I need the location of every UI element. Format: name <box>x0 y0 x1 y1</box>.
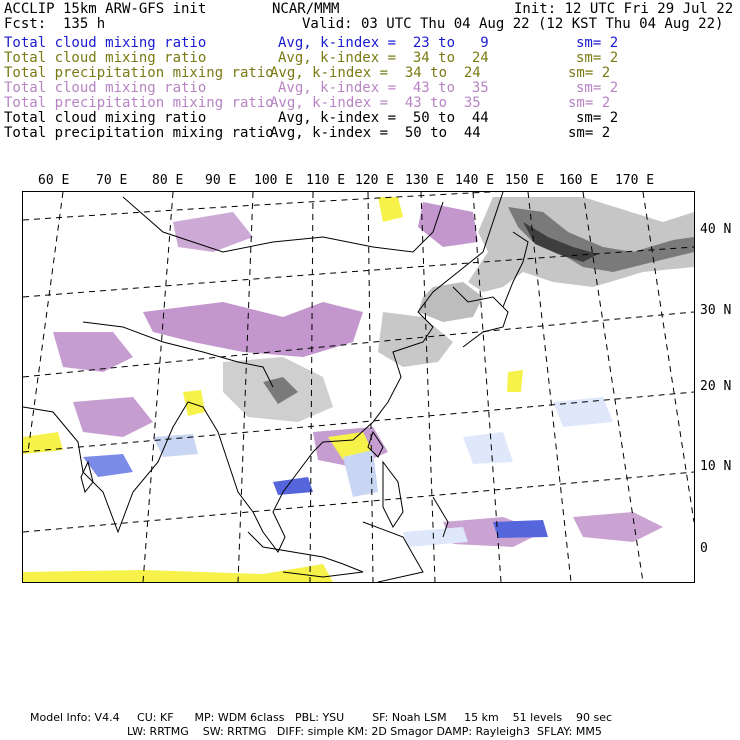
field-sm: sm= 2 <box>576 110 619 126</box>
physics-info: LW: RRTMG SW: RRTMG DIFF: simple KM: 2D Smagor DAMP: Rayleigh3 SFLAY: MM5 <box>127 725 602 738</box>
field-name: Total cloud mixing ratio <box>4 110 207 126</box>
lon-label: 130 E <box>405 173 445 188</box>
lon-label: 170 E <box>615 173 655 188</box>
org-label: NCAR/MMM <box>272 1 340 17</box>
field-name: Total precipitation mixing ratio <box>4 95 274 111</box>
field-sm: sm= 2 <box>576 80 619 96</box>
field-avg: Avg, k-index = 50 to 44 <box>270 125 481 141</box>
model-title: ACCLIP 15km ARW-GFS init <box>4 1 207 17</box>
lat-label: 30 N <box>700 303 732 318</box>
lat-label: 0 <box>700 541 708 556</box>
field-avg: Avg, k-index = 43 to 35 <box>270 95 481 111</box>
field-name: Total precipitation mixing ratio <box>4 125 274 141</box>
field-avg: Avg, k-index = 34 to 24 <box>270 65 481 81</box>
field-name: Total cloud mixing ratio <box>4 80 207 96</box>
field-name: Total precipitation mixing ratio <box>4 65 274 81</box>
lon-label: 150 E <box>505 173 545 188</box>
lat-label: 10 N <box>700 459 732 474</box>
lon-label: 160 E <box>559 173 599 188</box>
field-avg: Avg, k-index = 34 to 24 <box>278 50 489 66</box>
field-name: Total cloud mixing ratio <box>4 50 207 66</box>
lon-label: 80 E <box>152 173 184 188</box>
lon-label: 120 E <box>355 173 395 188</box>
forecast-hour: Fcst: 135 h <box>4 16 106 32</box>
init-time: Init: 12 UTC Fri 29 Jul 22 <box>514 1 734 17</box>
lon-label: 90 E <box>205 173 237 188</box>
field-name: Total cloud mixing ratio <box>4 35 207 51</box>
map-canvas <box>23 192 694 582</box>
lon-label: 60 E <box>38 173 70 188</box>
field-sm: sm= 2 <box>576 35 619 51</box>
lon-label: 140 E <box>455 173 495 188</box>
lat-label: 20 N <box>700 379 732 394</box>
field-avg: Avg, k-index = 43 to 35 <box>278 80 489 96</box>
field-shading <box>23 197 694 582</box>
forecast-map <box>22 191 695 583</box>
model-info: Model Info: V4.4 CU: KF MP: WDM 6class PBL: YSU SF: Noah LSM 15 km 51 levels 90 sec <box>30 711 613 724</box>
lon-label: 110 E <box>306 173 346 188</box>
field-avg: Avg, k-index = 50 to 44 <box>278 110 489 126</box>
lon-label: 100 E <box>254 173 294 188</box>
lat-label: 40 N <box>700 222 732 237</box>
field-sm: sm= 2 <box>568 65 611 81</box>
valid-time: Valid: 03 UTC Thu 04 Aug 22 (12 KST Thu 04 Aug 22) <box>302 16 724 32</box>
field-sm: sm= 2 <box>568 95 611 111</box>
field-sm: sm= 2 <box>568 125 611 141</box>
lon-label: 70 E <box>96 173 128 188</box>
field-avg: Avg, k-index = 23 to 9 <box>278 35 489 51</box>
field-sm: sm= 2 <box>576 50 619 66</box>
